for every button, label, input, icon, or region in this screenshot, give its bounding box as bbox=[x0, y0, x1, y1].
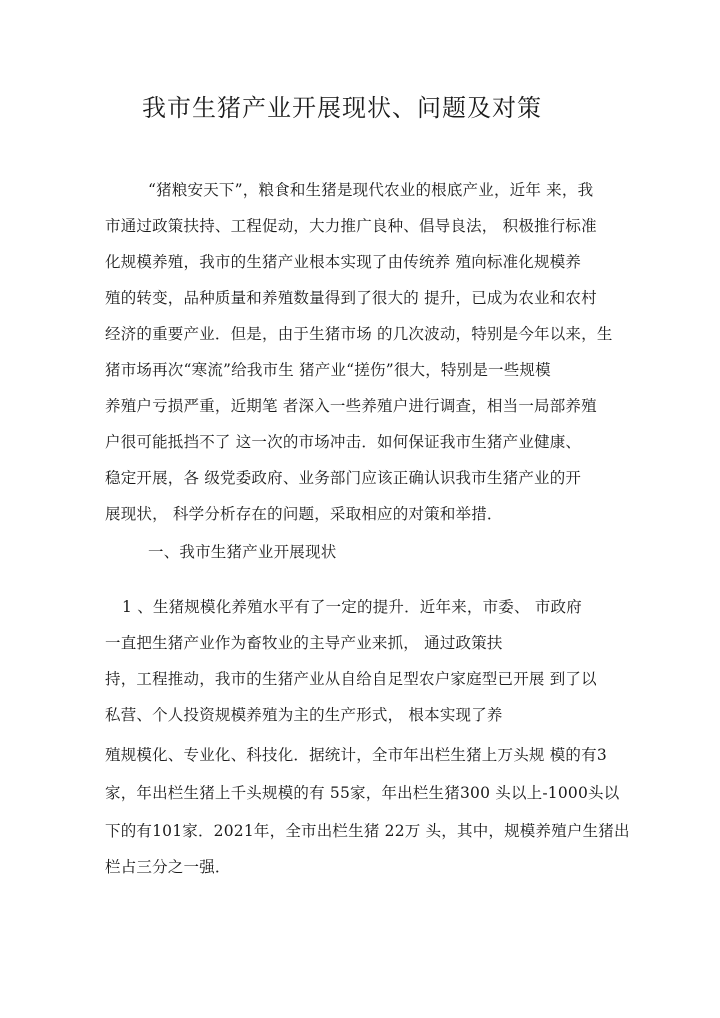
body-line-18: 下的有101家．2021年，全市出栏生猪 22万 头，其中，规模养殖户生猪出 bbox=[105, 822, 630, 840]
body-line-10: 展现状， 科学分析存在的问题，采取相应的对策和举措． bbox=[105, 505, 503, 523]
body-line-3: 化规模养殖，我市的生猪产业根本实现了由传统养 殖向标准化规模养 bbox=[105, 253, 582, 271]
body-line-19: 栏占三分之一强． bbox=[105, 858, 231, 876]
body-line-4: 殖的转变，品种质量和养殖数量得到了很大的 提升，已成为农业和农村 bbox=[105, 289, 597, 307]
body-line-7: 养殖户亏损严重，近期笔 者深入一些养殖户进行调查，相当一局部养殖 bbox=[105, 397, 597, 415]
body-line-9: 稳定开展，各 级党委政府、业务部门应该正确认识我市生猪产业的开 bbox=[105, 469, 582, 487]
body-line-8: 户很可能抵挡不了 这一次的市场冲击．如何保证我市生猪产业健康、 bbox=[105, 433, 582, 451]
body-line-14: 持，工程推动，我市的生猪产业从自给自足型农户家庭型已开展 到了以 bbox=[105, 670, 597, 688]
document-title: 我市生猪产业开展现状、问题及对策 bbox=[142, 94, 542, 122]
section-heading: 一、我市生猪产业开展现状 bbox=[148, 543, 337, 561]
body-line-13: 一直把生猪产业作为畜牧业的主导产业来抓， 通过政策扶 bbox=[105, 634, 503, 652]
body-line-15: 私营、个人投资规模养殖为主的生产形式， 根本实现了养 bbox=[105, 706, 503, 724]
body-line-5: 经济的重要产业．但是，由于生猪市场 的几次波动，特别是今年以来，生 bbox=[105, 325, 613, 343]
body-line-2: 市通过政策扶持、工程促动，大力推广良种、倡导良法， 积极推行标准 bbox=[105, 217, 597, 235]
body-line-12: 1 、生猪规模化养殖水平有了一定的提升．近年来，市委、 市政府 bbox=[122, 598, 582, 616]
body-line-6: 猪市场再次“寒流”给我市生 猪产业“搓伤”很大，特别是一些规模 bbox=[105, 361, 551, 379]
body-line-17: 家，年出栏生猪上千头规模的有 55家，年出栏生猪300 头以上-1000头以 bbox=[105, 784, 620, 802]
body-line-1: “猪粮安天下”，粮食和生猪是现代农业的根底产业，近年 来，我 bbox=[148, 181, 594, 199]
body-line-16: 殖规模化、专业化、科技化．据统计，全市年出栏生猪上万头规 模的有3 bbox=[105, 746, 607, 764]
